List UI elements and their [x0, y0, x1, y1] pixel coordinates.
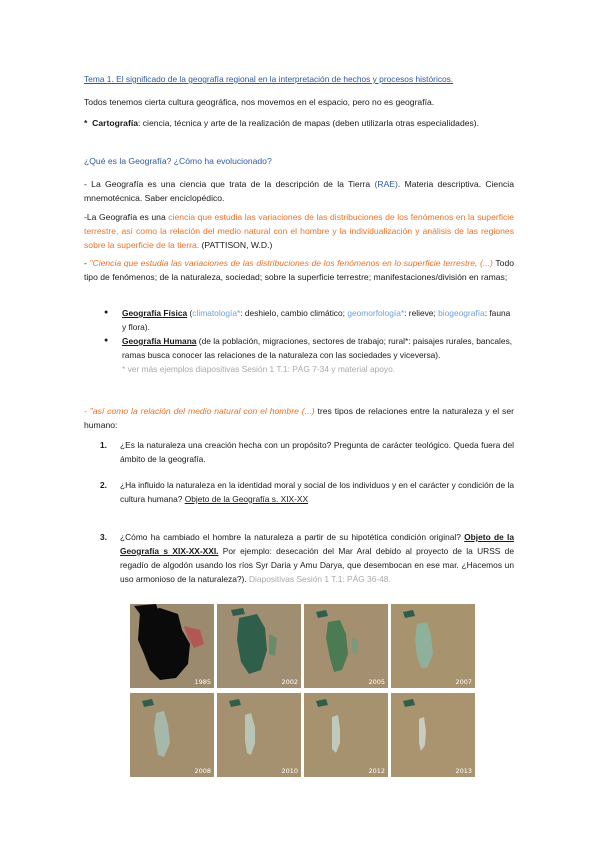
phenomena-paragraph [84, 256, 514, 284]
intro-paragraph: Todos tenemos cierta cultura geográfica, nos movemos en el espacio, pero no es geografía. [84, 97, 435, 107]
phenomena-quote: "Ciencia que estudia las variaciones de las distribuciones de los fenómenos en lo superficie terrestre, (...) [89, 258, 493, 268]
aral-sea-satellite-image [217, 604, 301, 688]
aral-sea-satellite-image [130, 693, 214, 777]
relations-dash: - [84, 406, 90, 416]
year-label: 1985 [194, 678, 211, 686]
aral-sea-satellite-image [304, 693, 388, 777]
definition-pattison-author: (PATTISON, W.D.) [199, 240, 273, 250]
list-item-geografia-humana [98, 334, 514, 376]
year-label: 2008 [194, 767, 211, 775]
item-objeto: Objeto de la Geografía s XIX-XX-XXI. [120, 532, 514, 556]
relations-paragraph [84, 404, 514, 432]
aral-sea-satellite-image [391, 604, 475, 688]
item-number: 3. [100, 532, 107, 542]
aral-sea-satellite-image [217, 693, 301, 777]
definition-pattison-highlight: ciencia que estudia las variaciones de las distribuciones de los fenómenos en la superficie terrestre, así como la relación del medio natural con el hombre y la individualización y análisis de las regiones sobre la superficie de la tierra. [84, 212, 514, 250]
item-number: 2. [100, 480, 107, 490]
cartografia-term: Cartografía [92, 118, 138, 128]
relations-quote: "así como la relación del medio natural con el hombre (...) [89, 406, 315, 416]
aral-sea-image-grid [130, 604, 475, 777]
numbered-item-3 [98, 530, 514, 586]
climatologia-text: : deshielo, cambio climático; [240, 308, 348, 318]
geografia-humana-term: Geografía Humana [122, 336, 197, 346]
paren-open: ( [187, 308, 193, 318]
numbered-item-1 [98, 438, 514, 466]
page-title: Tema 1. El significado de la geografía regional en la interpretación de hechos y procesos históricos. [84, 74, 454, 84]
item-rest: Por ejemplo: desecación del Mar Aral debido al proyecto de la URSS de regadío de algodón usando los ríos Syr Daria y Amu Darya, que desembocan en ese mar. ¿Hacemos un uso armonioso de la naturaleza?). [120, 546, 515, 584]
numbered-item-2 [98, 478, 514, 506]
item-objeto: Objeto de la Geografía s. XIX-XX [184, 494, 309, 504]
year-label: 2005 [368, 678, 385, 686]
geomorfologia-keyword: geomorfología* [347, 308, 405, 318]
year-label: 2010 [281, 767, 298, 775]
phenomena-text: Todo tipo de fenómenos; de la naturaleza, sociedad; sobre la superficie terrestre; manifestaciones/división en ramas; [84, 258, 515, 282]
definition-pattison [84, 210, 514, 252]
geografia-fisica-term: Geografía Física [122, 308, 188, 318]
definition-rae-text: - La Geografía es una ciencia que trata de la descripción de la Tierra [84, 179, 375, 189]
climatologia-keyword: climatología* [192, 308, 241, 318]
biogeografia-text: : fauna y flora). [122, 308, 511, 332]
definition-pattison-lead: -La Geografía es una [84, 212, 169, 222]
year-label: 2007 [455, 678, 472, 686]
geomorfologia-text: : relieve; [404, 308, 439, 318]
section-question: ¿Qué es la Geografía? ¿Cómo ha evolucionado? [84, 156, 272, 166]
aral-sea-satellite-image [130, 604, 214, 688]
year-label: 2012 [368, 767, 385, 775]
item-text: ¿Es la naturaleza una creación hecha con un propósito? Pregunta de carácter teológico. Queda fuera del ámbito de la geografía. [120, 440, 514, 464]
geografia-humana-note: * ver más ejemplos diapositivas Sesión 1 T.1: PÁG 7-34 y material apoyo. [122, 364, 396, 374]
definition-rae-source: (RAE) [374, 179, 398, 189]
item-text: ¿Ha influido la naturaleza en la identidad moral y social de los individuos y en el carácter y condición de la cultura humana? [120, 480, 514, 504]
aral-sea-satellite-image [304, 604, 388, 688]
biogeografia-keyword: biogeografía [438, 308, 485, 318]
definition-rae [84, 177, 514, 205]
cartografia-text: : ciencia, técnica y arte de la realización de mapas (deben utilizarla otras especialidades). [137, 118, 480, 128]
phenomena-dash: - [84, 258, 90, 268]
item-text: ¿Cómo ha cambiado el hombre la naturaleza a partir de su hipotética condición original? [120, 532, 465, 542]
asterisk-bullet: * [84, 118, 88, 128]
branches-list [98, 306, 514, 376]
aral-sea-satellite-image [391, 693, 475, 777]
list-item-geografia-fisica [98, 306, 514, 334]
item-note: Diapositivas Sesión 1 T.1: PÁG 36-48. [246, 574, 391, 584]
item-number: 1. [100, 440, 107, 450]
year-label: 2002 [281, 678, 298, 686]
geografia-humana-text: (de la población, migraciones, sectores de trabajo; rural*: paisajes rurales, bancales, ramas busca conocer las relaciones de la naturaleza con las sociedades y viceversa). [122, 336, 513, 360]
definition-rae-rest: . Materia descriptiva. Ciencia mnemotécnica. Saber enciclopédico. [84, 179, 514, 203]
cartografia-paragraph [84, 116, 514, 130]
year-label: 2013 [455, 767, 472, 775]
relations-text: tres tipos de relaciones entre la naturaleza y el ser humano: [84, 406, 514, 430]
